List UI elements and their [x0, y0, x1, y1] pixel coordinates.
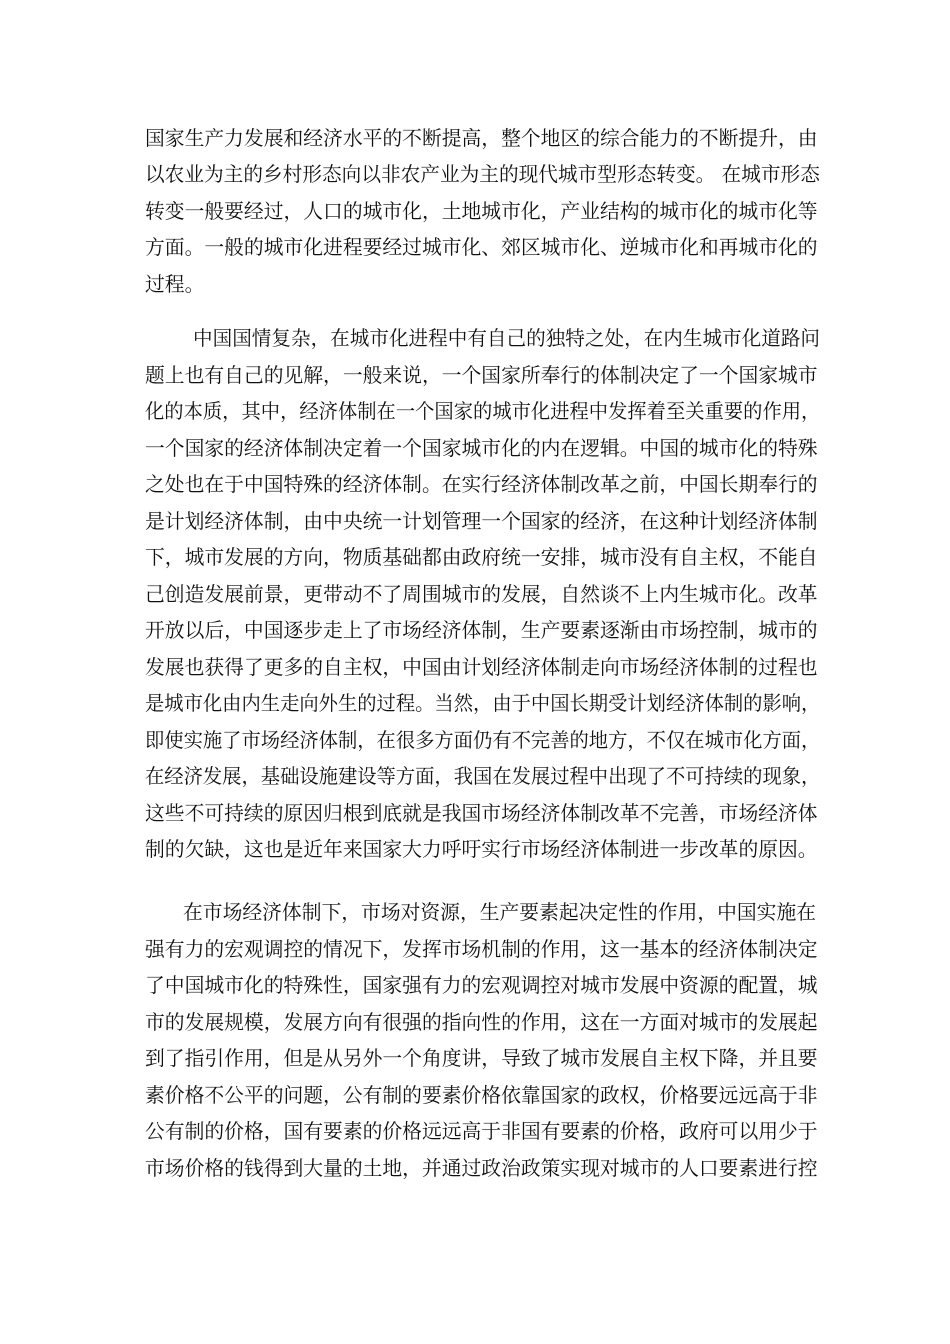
text-line: 方面。一般的城市化进程要经过城市化、郊区城市化、逆城市化和再城市化的	[145, 236, 818, 259]
text-line: 市的发展规模，发展方向有很强的指向性的作用，这在一方面对城市的发展起	[145, 1011, 818, 1034]
text-line: 制的欠缺，这也是近年来国家大力呼吁实行市场经济体制进一步改革的原因。	[145, 838, 818, 861]
text-line: 是计划经济体制，由中央统一计划管理一个国家的经济，在这种计划经济体制	[145, 510, 818, 533]
text-line: 一个国家的经济体制决定着一个国家城市化的内在逻辑。中国的城市化的特殊	[145, 437, 818, 460]
text-line: 在市场经济体制下，市场对资源，生产要素起决定性的作用，中国实施在	[183, 901, 817, 924]
text-line: 国家生产力发展和经济水平的不断提高，整个地区的综合能力的不断提升，由	[145, 127, 818, 150]
text-line: 题上也有自己的见解，一般来说，一个国家所奉行的体制决定了一个国家城市	[145, 364, 818, 387]
text-line: 素价格不公平的问题，公有制的要素价格依靠国家的政权，价格要远远高于非	[145, 1084, 818, 1107]
text-line: 即使实施了市场经济体制，在很多方面仍有不完善的地方，不仅在城市化方面，	[145, 729, 821, 752]
text-line: 在经济发展，基础设施建设等方面，我国在发展过程中出现了不可持续的现象，	[145, 765, 821, 788]
text-line: 市场价格的钱得到大量的土地，并通过政治政策实现对城市的人口要素进行控	[145, 1157, 818, 1180]
text-line: 了中国城市化的特殊性，国家强有力的宏观调控对城市发展中资源的配置，城	[145, 974, 818, 997]
text-line: 转变一般要经过，人口的城市化，土地城市化，产业结构的城市化的城市化等	[145, 200, 818, 223]
text-line: 中国国情复杂，在城市化进程中有自己的独特之处，在内生城市化道路问	[193, 327, 821, 350]
text-line: 之处也在于中国特殊的经济体制。在实行经济体制改革之前，中国长期奉行的	[145, 473, 818, 496]
text-line: 发展也获得了更多的自主权，中国由计划经济体制走向市场经济体制的过程也	[145, 656, 818, 679]
text-line: 以农业为主的乡村形态向以非农产业为主的现代城市型形态转变。 在城市形态	[145, 163, 820, 186]
text-line: 到了指引作用，但是从另外一个角度讲，导致了城市发展自主权下降，并且要	[145, 1047, 818, 1070]
text-line: 过程。	[145, 273, 205, 296]
text-line: 下，城市发展的方向，物质基础都由政府统一安排，城市没有自主权，不能自	[145, 546, 818, 569]
text-line: 强有力的宏观调控的情况下，发挥市场机制的作用，这一基本的经济体制决定	[145, 938, 818, 961]
text-line: 化的本质，其中，经济体制在一个国家的城市化进程中发挥着至关重要的作用，	[145, 400, 821, 423]
text-line: 开放以后，中国逐步走上了市场经济体制，生产要素逐渐由市场控制，城市的	[145, 619, 818, 642]
text-line: 是城市化由内生走向外生的过程。当然，由于中国长期受计划经济体制的影响，	[145, 692, 821, 715]
text-line: 己创造发展前景，更带动不了周围城市的发展，自然谈不上内生城市化。改革	[145, 583, 818, 606]
text-line: 公有制的价格，国有要素的价格远远高于非国有要素的价格，政府可以用少于	[145, 1120, 818, 1143]
text-line: 这些不可持续的原因归根到底就是我国市场经济体制改革不完善，市场经济体	[145, 802, 818, 825]
